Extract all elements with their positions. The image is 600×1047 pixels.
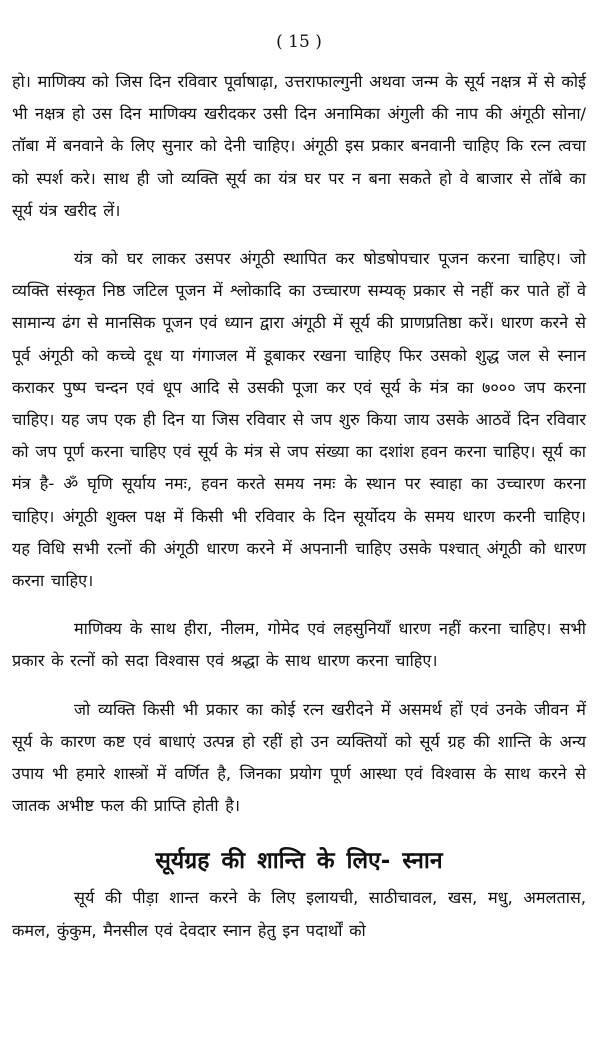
paragraph-2: यंत्र को घर लाकर उसपर अंगूठी स्थापित कर षोडषोपचार पूजन करना चाहिए। जो व्यक्ति संस्कृत निष्ठ जटिल पूजन में श्लोकादि का उच्चारण सम्यक् प्रकार से नहीं कर पाते हों वे सामान्य ढंग से मानसिक पूजन एवं ध्यान द्वारा अंगूठी में सूर्य की प्राणप्रतिष्ठा करें। धारण करने से पूर्व अंगूठी को कच्चे दूध या गंगाजल में डूबाकर रखना चाहिए फिर उसको शुद्ध जल से स्नान कराकर पुष्प चन्दन एवं धूप आदि से उसकी पूजा कर एवं सूर्य के मंत्र का ७००० जप करना चाहिए। यह जप एक ही दिन या जिस रविवार से जप शुरु किया जाय उसके आठवें दिन रविवार को जप पूर्ण करना चाहिए एवं सूर्य के मंत्र से जप संख्या का दशांश हवन करना चाहिए। सूर्य का मंत्र है- ॐ घृणि सूर्याय नमः, हवन करते समय नमः के स्थान पर स्वाहा का उच्चारण करना चाहिए। अंगूठी शुक्ल पक्ष में किसी भी रविवार के दिन सूर्योदय के समय धारण करनी चाहिए। यह विधि सभी रत्नों की अंगूठी धारण करने में अपनानी चाहिए उसके पश्चात् अंगूठी को धारण करना चाहिए।: [12, 249, 586, 591]
paragraph-4: जो व्यक्ति किसी भी प्रकार का कोई रत्न खरीदने में असमर्थ हों एवं उनके जीवन में सूर्य के कारण कष्ट एवं बाधाएं उत्पन्न हो रहीं हो उन व्यक्तियों को सूर्य ग्रह की शान्ति के अन्य उपाय भी हमारे शास्त्रों में वर्णित है, जिनका प्रयोग पूर्ण आस्था एवं विश्वास के साथ करने से जातक अभीष्ट फल की प्राप्ति होती है।: [12, 699, 586, 816]
paragraph-5: सूर्य की पीड़ा शान्त करने के लिए इलायची, साठीचावल, खस, मधु, अमलतास, कमल, कुंकुम, मैनसील एवं देवदार स्नान हेतु इन पदार्थों को: [12, 888, 586, 940]
paragraph-3: माणिक्य के साथ हीरा, नीलम, गोमेद एवं लहसुनियॉं धारण नहीं करना चाहिए। सभी प्रकार के रत्नों को सदा विश्वास एवं श्रद्धा के साथ धारण करना चाहिए।: [12, 619, 586, 671]
paragraph-1: हो। माणिक्य को जिस दिन रविवार पूर्वाषाढ़ा, उत्तराफाल्गुनी अथवा जन्म के सूर्य नक्षत्र में से कोई भी नक्षत्र हो उस दिन माणिक्य खरीदकर उसी दिन अनामिका अंगुली की नाप की अंगूठी सोना/तॉबा में बनवाने के लिए सुनार को देनी चाहिए। अंगूठी इस प्रकार बनवानी चाहिए कि रत्न त्वचा को स्पर्श करे। साथ ही जो व्यक्ति सूर्य का यंत्र घर पर न बना सकते हो वे बाजार से तॉबे का सूर्य यंत्र खरीद लें।: [12, 72, 586, 220]
page-number: ( 15 ): [276, 32, 322, 52]
section-heading: सूर्यग्रह की शान्ति के लिए- स्नान: [155, 848, 443, 875]
